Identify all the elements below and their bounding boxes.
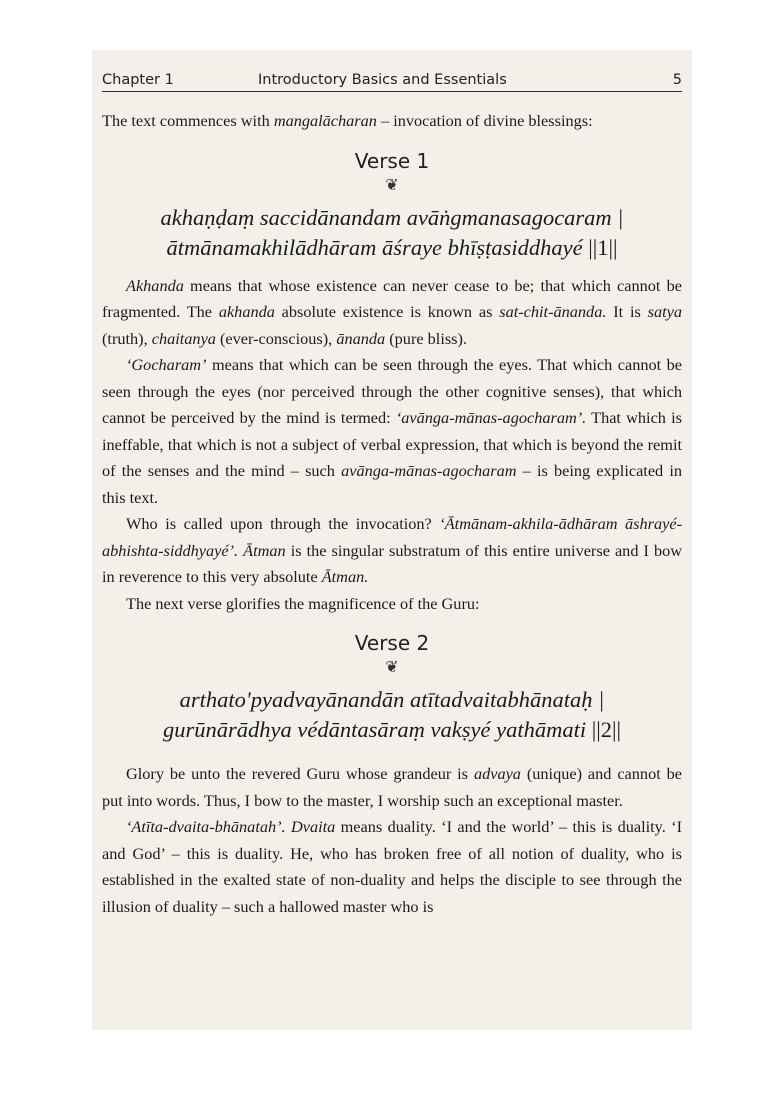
verse-1-title: Verse 1: [354, 148, 430, 173]
chapter-title: Introductory Basics and Essentials: [258, 72, 507, 88]
page-number: 5: [672, 72, 682, 88]
verse-1-line-1: akhaṇḍaṃ saccidānandam avāṅgmanasagocaram |: [160, 204, 624, 230]
verse-2-text: [102, 685, 682, 745]
verse-2-title: Verse 2: [354, 631, 430, 655]
paragraph-next-verse: The next verse glorifies the magnificence of the Guru:: [126, 593, 480, 613]
flower-ornament-icon: ❦: [385, 659, 399, 676]
chapter-label: Chapter 1: [102, 72, 174, 88]
verse-2-line-1: arthato'pyadvayānandān atītadvaitabhānataḥ |: [179, 687, 605, 712]
verse-2-line-2: gurūnārādhya védāntasāraṃ vakṣyé yathāmati ||2||: [163, 717, 621, 742]
flower-ornament-icon: ❦: [385, 176, 399, 194]
page-body: [102, 108, 682, 920]
paragraph-akhanda: Akhanda means that whose existence can never cease to be; that which cannot be fragmented. The akhanda absolute existence is known as sat-chit-ānanda. It is satya (truth), chaitanya (ever-conscious), ānanda (pure bliss).: [102, 275, 682, 348]
paragraph-dvaita: ‘Atīta-dvaita-bhānatah’. Dvaita means duality. ‘I and the world’ – this is duality. ‘I and God’ – this is duality. He, who has broken free of all notion of duality, who is established in the exalted state of non-duality and helps the disciple to see through the illusion of duality – such a hallowed master who is: [102, 817, 682, 916]
book-page: [92, 50, 692, 1030]
verse-1-text: [102, 203, 682, 263]
verse-1-line-2: ātmānamakhilādhāram āśraye bhīṣṭasiddhayé ||1||: [166, 234, 618, 260]
paragraph-gocharam: ‘Gocharam’ means that which can be seen through the eyes. That which cannot be seen through the eyes (nor perceived through the other cognitive senses), that which cannot be perceived by the mind is termed: ‘avānga-mānas-agocharam’. That which is ineffable, that which is not a subject of verbal expression, that which is beyond the remit of the senses and the mind – such avānga-mānas-agocharam – is being explicated in this text.: [102, 355, 682, 507]
intro-paragraph: The text commences with mangalācharan – invocation of divine blessings:: [102, 111, 593, 130]
paragraph-invocation: Who is called upon through the invocation? ‘Ātmānam-akhila-ādhāram āshrayé-abhishta-siddhyayé’. Ātman is the singular substratum of this entire universe and I bow in reverence to this very absolute Ātman.: [102, 514, 683, 586]
paragraph-glory: Glory be unto the revered Guru whose grandeur is advaya (unique) and cannot be put into words. Thus, I bow to the master, I worship such an exceptional master.: [102, 764, 683, 810]
running-head: [102, 72, 682, 92]
